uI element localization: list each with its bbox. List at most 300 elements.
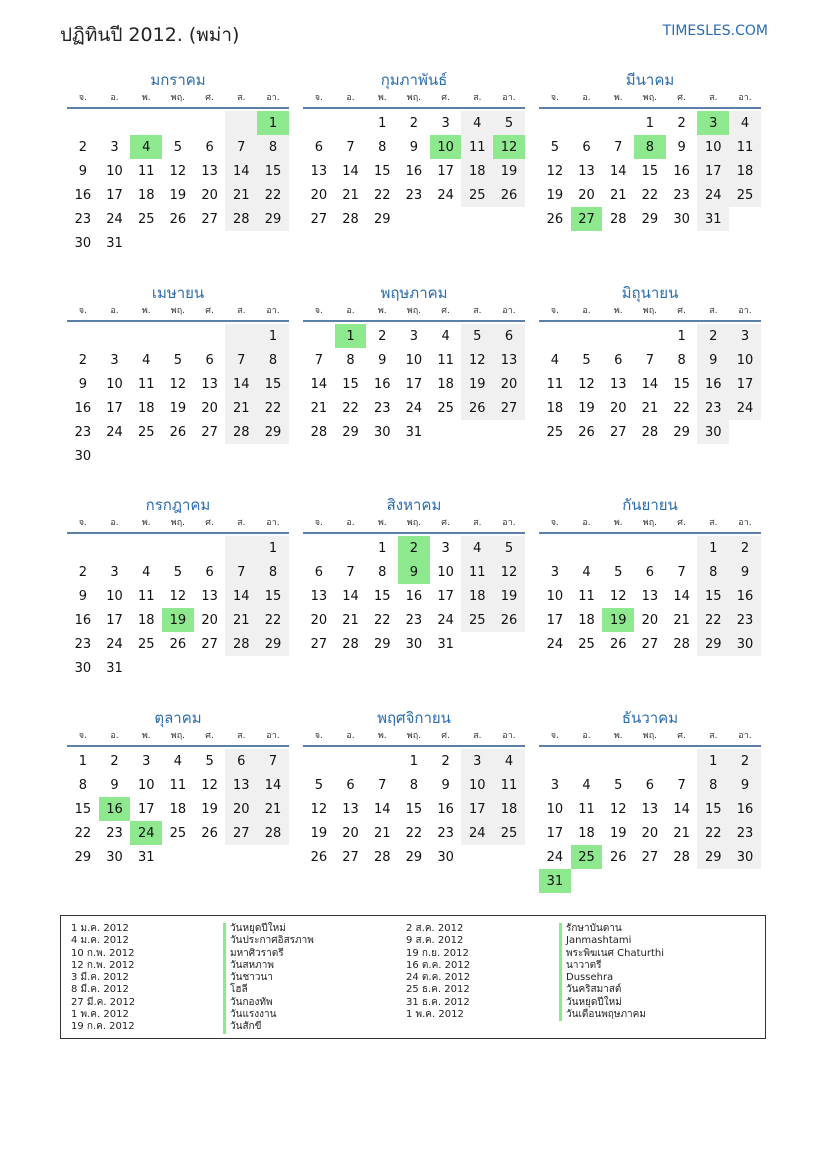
- day-cell: 26: [578, 424, 595, 440]
- weekday-header: [67, 515, 289, 534]
- day-cell: 23: [729, 821, 761, 845]
- empty-cell: [571, 324, 603, 348]
- day-cell: 26: [310, 849, 328, 865]
- empty-cell: [162, 231, 194, 255]
- empty-cell: [225, 111, 257, 135]
- empty-cell: [162, 324, 194, 348]
- empty-cell: [539, 111, 571, 135]
- day-cell: 5: [582, 352, 591, 368]
- legend-holiday-name: วันหยุดปีใหม่: [559, 997, 664, 1009]
- day-cell: 27: [493, 396, 525, 420]
- day-cell: 6: [314, 564, 323, 580]
- weekday-label: อ.: [110, 306, 119, 316]
- day-cell: 8: [378, 564, 387, 580]
- day-cell: 9: [677, 139, 686, 155]
- weekday-label: อา.: [266, 306, 280, 316]
- legend-date: 3 มี.ค. 2012: [71, 972, 129, 984]
- weekday-label: ส.: [473, 518, 482, 528]
- day-cell: 24: [130, 821, 162, 845]
- day-cell: 27: [201, 636, 218, 652]
- weekday-label: ส.: [473, 306, 482, 316]
- weekday-header: [539, 728, 761, 747]
- day-cell: 28: [342, 211, 359, 227]
- day-cell: 20: [310, 612, 328, 628]
- day-cell: 25: [546, 424, 564, 440]
- empty-cell: [571, 869, 603, 893]
- weekday-label: ส.: [709, 306, 718, 316]
- legend-right-dates: [406, 923, 470, 1021]
- day-cell: 14: [342, 588, 359, 604]
- day-cell: 23: [405, 187, 423, 203]
- empty-cell: [539, 749, 571, 773]
- day-cell: 24: [106, 211, 123, 227]
- day-cell: 30: [373, 424, 391, 440]
- day-cell: 23: [729, 608, 761, 632]
- month-name: เมษายน: [151, 284, 205, 302]
- weekday-label: อา.: [266, 93, 280, 103]
- day-cell: 12: [169, 588, 187, 604]
- day-cell: 30: [74, 448, 92, 464]
- empty-cell: [461, 845, 493, 869]
- day-cell: 2: [78, 139, 87, 155]
- day-cell: 19: [609, 825, 627, 841]
- day-cell: 9: [441, 777, 450, 793]
- day-cell: 5: [173, 139, 183, 155]
- day-cell: 28: [641, 424, 659, 440]
- day-cell: 9: [697, 348, 729, 372]
- day-cell: 11: [546, 376, 564, 392]
- day-cell: 27: [225, 821, 257, 845]
- day-cell: 9: [78, 163, 87, 179]
- day-cell: 20: [578, 187, 595, 203]
- day-cell: 19: [493, 159, 525, 183]
- legend-holiday-name: วันสหภาพ: [223, 960, 314, 972]
- day-cell: 12: [546, 163, 564, 179]
- day-cell: 22: [697, 608, 729, 632]
- day-cell: 28: [373, 849, 391, 865]
- day-cell: 3: [110, 139, 119, 155]
- day-cell: 7: [645, 352, 655, 368]
- day-cell: 27: [571, 207, 603, 231]
- day-cell: 18: [461, 159, 493, 183]
- empty-cell: [162, 845, 194, 869]
- month-calendar: [303, 708, 525, 869]
- day-cell: 1: [645, 115, 655, 131]
- month-calendar: [303, 70, 525, 231]
- empty-cell: [130, 324, 162, 348]
- day-cell: 29: [697, 632, 729, 656]
- weekday-header: [67, 90, 289, 109]
- empty-cell: [257, 656, 289, 680]
- weekday-header: [303, 90, 525, 109]
- day-cell: 24: [546, 849, 564, 865]
- day-cell: 24: [437, 612, 454, 628]
- day-cell: 29: [342, 424, 359, 440]
- day-cell: 16: [74, 400, 92, 416]
- day-cell: 17: [461, 797, 493, 821]
- site-link[interactable]: TIMESLES.COM: [662, 23, 768, 39]
- day-cell: 2: [110, 753, 119, 769]
- weekday-label: จ.: [314, 93, 323, 103]
- day-cell: 16: [74, 612, 92, 628]
- day-cell: 18: [578, 612, 595, 628]
- weekday-label: พ.: [377, 518, 387, 528]
- day-grid: [67, 536, 289, 680]
- empty-cell: [225, 231, 257, 255]
- empty-cell: [162, 111, 194, 135]
- weekday-label: ส.: [709, 93, 718, 103]
- day-cell: 5: [205, 753, 214, 769]
- day-cell: 14: [609, 163, 627, 179]
- day-cell: 8: [697, 560, 729, 584]
- day-cell: 8: [257, 348, 289, 372]
- day-cell: 28: [257, 821, 289, 845]
- weekday-label: ศ.: [205, 731, 214, 741]
- day-cell: 5: [614, 564, 623, 580]
- day-cell: 18: [137, 400, 155, 416]
- day-cell: 1: [697, 749, 729, 773]
- empty-cell: [366, 749, 398, 773]
- day-cell: 11: [493, 773, 525, 797]
- day-cell: 31: [106, 660, 123, 676]
- weekday-header: [67, 303, 289, 322]
- day-cell: 1: [257, 324, 289, 348]
- day-cell: 2: [729, 536, 761, 560]
- legend-date: 25 ธ.ค. 2012: [406, 984, 470, 996]
- empty-cell: [194, 536, 226, 560]
- day-cell: 4: [130, 135, 162, 159]
- month-name: มิถุนายน: [621, 284, 679, 302]
- weekday-label: ศ.: [205, 306, 214, 316]
- empty-cell: [335, 111, 367, 135]
- day-cell: 19: [169, 400, 187, 416]
- day-cell: 22: [257, 183, 289, 207]
- day-cell: 24: [461, 821, 493, 845]
- day-cell: 25: [571, 845, 603, 869]
- weekday-label: พ.: [377, 306, 387, 316]
- day-cell: 6: [582, 139, 591, 155]
- day-cell: 18: [461, 584, 493, 608]
- day-cell: 5: [173, 564, 183, 580]
- day-grid: [67, 324, 289, 468]
- day-cell: 7: [614, 139, 623, 155]
- weekday-label: ส.: [237, 93, 246, 103]
- day-cell: 16: [437, 801, 454, 817]
- day-cell: 12: [169, 376, 187, 392]
- empty-cell: [257, 845, 289, 869]
- day-cell: 7: [225, 348, 257, 372]
- day-cell: 31: [697, 207, 729, 231]
- empty-cell: [398, 207, 430, 231]
- day-grid: [539, 749, 761, 893]
- day-cell: 18: [437, 376, 454, 392]
- day-cell: 5: [461, 324, 493, 348]
- day-cell: 10: [546, 588, 564, 604]
- empty-cell: [729, 869, 761, 893]
- day-cell: 13: [609, 376, 627, 392]
- day-cell: 4: [550, 352, 559, 368]
- day-cell: 17: [697, 159, 729, 183]
- day-cell: 18: [546, 400, 564, 416]
- weekday-label: พ.: [141, 731, 151, 741]
- weekday-label: อา.: [266, 731, 280, 741]
- day-cell: 13: [310, 588, 328, 604]
- weekday-label: พฤ.: [642, 731, 658, 741]
- day-cell: 29: [257, 420, 289, 444]
- legend-holiday-name: Dussehra: [559, 972, 664, 984]
- legend-holiday-name: วันประกาศอิสรภาพ: [223, 935, 314, 947]
- day-cell: 18: [729, 159, 761, 183]
- day-cell: 19: [461, 372, 493, 396]
- day-cell: 6: [645, 564, 655, 580]
- day-cell: 2: [729, 749, 761, 773]
- day-cell: 10: [546, 801, 564, 817]
- weekday-label: พฤ.: [406, 306, 422, 316]
- empty-cell: [729, 207, 761, 231]
- day-cell: 15: [697, 797, 729, 821]
- weekday-label: อ.: [110, 518, 119, 528]
- weekday-label: จ.: [550, 731, 559, 741]
- empty-cell: [130, 111, 162, 135]
- day-cell: 17: [405, 376, 423, 392]
- day-cell: 12: [461, 348, 493, 372]
- month-name: พฤษภาคม: [380, 284, 448, 302]
- day-cell: 8: [697, 773, 729, 797]
- day-cell: 28: [225, 632, 257, 656]
- legend-date: 4 ม.ค. 2012: [71, 935, 129, 947]
- day-grid: [67, 111, 289, 255]
- day-cell: 14: [641, 376, 659, 392]
- weekday-label: จ.: [78, 518, 87, 528]
- day-cell: 8: [378, 139, 387, 155]
- day-cell: 2: [78, 352, 87, 368]
- empty-cell: [539, 536, 571, 560]
- day-cell: 7: [378, 777, 387, 793]
- weekday-header: [303, 728, 525, 747]
- day-cell: 30: [673, 211, 690, 227]
- day-cell: 26: [493, 608, 525, 632]
- day-cell: 10: [106, 588, 123, 604]
- day-cell: 18: [169, 801, 187, 817]
- day-cell: 15: [257, 159, 289, 183]
- legend-holiday-name: โฮลี: [223, 984, 314, 996]
- day-cell: 5: [493, 536, 525, 560]
- day-cell: 9: [78, 588, 87, 604]
- weekday-label: พ.: [141, 518, 151, 528]
- day-cell: 1: [257, 111, 289, 135]
- day-cell: 4: [142, 352, 151, 368]
- day-cell: 25: [729, 183, 761, 207]
- day-cell: 4: [493, 749, 525, 773]
- empty-cell: [225, 536, 257, 560]
- month-calendar: [67, 70, 289, 255]
- weekday-label: อา.: [738, 306, 752, 316]
- day-cell: 25: [461, 183, 493, 207]
- day-cell: 27: [310, 211, 328, 227]
- legend-date: 19 ก.ค. 2012: [71, 1021, 135, 1033]
- day-cell: 27: [310, 636, 328, 652]
- day-cell: 12: [578, 376, 595, 392]
- day-cell: 7: [677, 564, 686, 580]
- weekday-label: จ.: [314, 731, 323, 741]
- day-cell: 21: [609, 187, 627, 203]
- day-cell: 25: [169, 825, 187, 841]
- day-cell: 11: [578, 801, 595, 817]
- empty-cell: [162, 444, 194, 468]
- day-cell: 6: [314, 139, 323, 155]
- day-cell: 28: [225, 420, 257, 444]
- empty-cell: [130, 444, 162, 468]
- day-cell: 28: [673, 636, 690, 652]
- day-cell: 26: [493, 183, 525, 207]
- day-cell: 26: [609, 849, 627, 865]
- day-cell: 30: [405, 636, 423, 652]
- day-cell: 9: [409, 139, 419, 155]
- day-cell: 1: [257, 536, 289, 560]
- day-cell: 13: [201, 376, 218, 392]
- day-cell: 22: [257, 608, 289, 632]
- day-cell: 27: [342, 849, 359, 865]
- empty-cell: [634, 324, 666, 348]
- day-cell: 13: [225, 773, 257, 797]
- empty-cell: [602, 536, 634, 560]
- day-cell: 24: [405, 400, 423, 416]
- weekday-label: อา.: [502, 518, 516, 528]
- day-cell: 23: [74, 211, 92, 227]
- weekday-label: อา.: [502, 731, 516, 741]
- day-cell: 29: [373, 211, 391, 227]
- month-name: มกราคม: [150, 71, 206, 89]
- day-cell: 15: [342, 376, 359, 392]
- day-cell: 2: [398, 536, 430, 560]
- day-cell: 24: [546, 636, 564, 652]
- day-cell: 3: [697, 111, 729, 135]
- legend-holiday-name: วันหยุดปีใหม่: [223, 923, 314, 935]
- day-cell: 25: [578, 636, 595, 652]
- day-cell: 4: [729, 111, 761, 135]
- day-cell: 18: [137, 612, 155, 628]
- day-cell: 20: [641, 612, 659, 628]
- legend-holiday-name: วันแรงงาน: [223, 1009, 314, 1021]
- day-cell: 10: [437, 564, 454, 580]
- day-cell: 25: [461, 608, 493, 632]
- day-cell: 11: [461, 135, 493, 159]
- day-cell: 26: [546, 211, 564, 227]
- day-cell: 31: [106, 235, 123, 251]
- day-cell: 28: [225, 207, 257, 231]
- day-grid: [67, 749, 289, 869]
- weekday-label: ศ.: [441, 731, 450, 741]
- empty-cell: [162, 656, 194, 680]
- weekday-label: อา.: [266, 518, 280, 528]
- empty-cell: [666, 749, 698, 773]
- day-cell: 14: [257, 773, 289, 797]
- day-cell: 5: [493, 111, 525, 135]
- day-cell: 2: [378, 328, 387, 344]
- day-cell: 19: [162, 608, 194, 632]
- weekday-label: ศ.: [205, 93, 214, 103]
- weekday-label: พฤ.: [642, 518, 658, 528]
- day-cell: 23: [74, 636, 92, 652]
- weekday-label: ส.: [237, 518, 246, 528]
- empty-cell: [303, 324, 335, 348]
- day-cell: 17: [137, 801, 155, 817]
- weekday-label: ศ.: [441, 93, 450, 103]
- day-cell: 21: [673, 825, 690, 841]
- day-cell: 26: [169, 424, 187, 440]
- empty-cell: [602, 749, 634, 773]
- empty-cell: [130, 656, 162, 680]
- day-grid: [539, 536, 761, 656]
- day-cell: 16: [729, 797, 761, 821]
- month-name: สิงหาคม: [386, 496, 442, 514]
- day-cell: 9: [78, 376, 87, 392]
- day-cell: 27: [641, 636, 659, 652]
- empty-cell: [67, 536, 99, 560]
- legend-date: 24 ต.ค. 2012: [406, 972, 471, 984]
- day-cell: 1: [378, 540, 387, 556]
- legend-holiday-name: วันสักขี: [223, 1021, 314, 1033]
- weekday-label: จ.: [550, 93, 559, 103]
- day-cell: 16: [99, 797, 131, 821]
- day-cell: 9: [729, 773, 761, 797]
- weekday-label: ศ.: [205, 518, 214, 528]
- day-cell: 15: [373, 163, 391, 179]
- day-cell: 3: [729, 324, 761, 348]
- day-cell: 21: [641, 400, 659, 416]
- day-cell: 19: [602, 608, 634, 632]
- weekday-label: อ.: [346, 518, 355, 528]
- day-cell: 7: [225, 135, 257, 159]
- day-cell: 2: [409, 115, 419, 131]
- month-calendar: [303, 495, 525, 656]
- weekday-label: ศ.: [677, 518, 686, 528]
- day-cell: 17: [106, 400, 123, 416]
- day-cell: 17: [546, 825, 564, 841]
- day-cell: 25: [137, 424, 155, 440]
- day-cell: 14: [342, 163, 359, 179]
- month-calendar: [539, 708, 761, 893]
- day-cell: 4: [582, 777, 591, 793]
- legend-holiday-name: Janmashtami: [559, 935, 664, 947]
- day-cell: 14: [225, 159, 257, 183]
- legend-date: 27 มี.ค. 2012: [71, 996, 136, 1008]
- empty-cell: [634, 749, 666, 773]
- empty-cell: [257, 444, 289, 468]
- legend-date: 1 พ.ค. 2012: [71, 1009, 129, 1021]
- day-cell: 22: [373, 612, 391, 628]
- day-cell: 24: [437, 187, 454, 203]
- empty-cell: [571, 749, 603, 773]
- day-cell: 10: [430, 135, 462, 159]
- day-cell: 16: [74, 187, 92, 203]
- day-cell: 29: [257, 207, 289, 231]
- empty-cell: [194, 656, 226, 680]
- empty-cell: [539, 324, 571, 348]
- day-cell: 19: [578, 400, 595, 416]
- day-cell: 17: [437, 163, 454, 179]
- day-cell: 5: [314, 777, 323, 793]
- month-calendar: [539, 70, 761, 231]
- day-cell: 9: [729, 560, 761, 584]
- legend-date: 19 ก.ย. 2012: [406, 947, 469, 959]
- month-calendar: [67, 495, 289, 680]
- day-cell: 7: [314, 352, 323, 368]
- day-cell: 15: [641, 163, 659, 179]
- day-cell: 10: [729, 348, 761, 372]
- day-cell: 11: [169, 777, 187, 793]
- weekday-label: ส.: [237, 731, 246, 741]
